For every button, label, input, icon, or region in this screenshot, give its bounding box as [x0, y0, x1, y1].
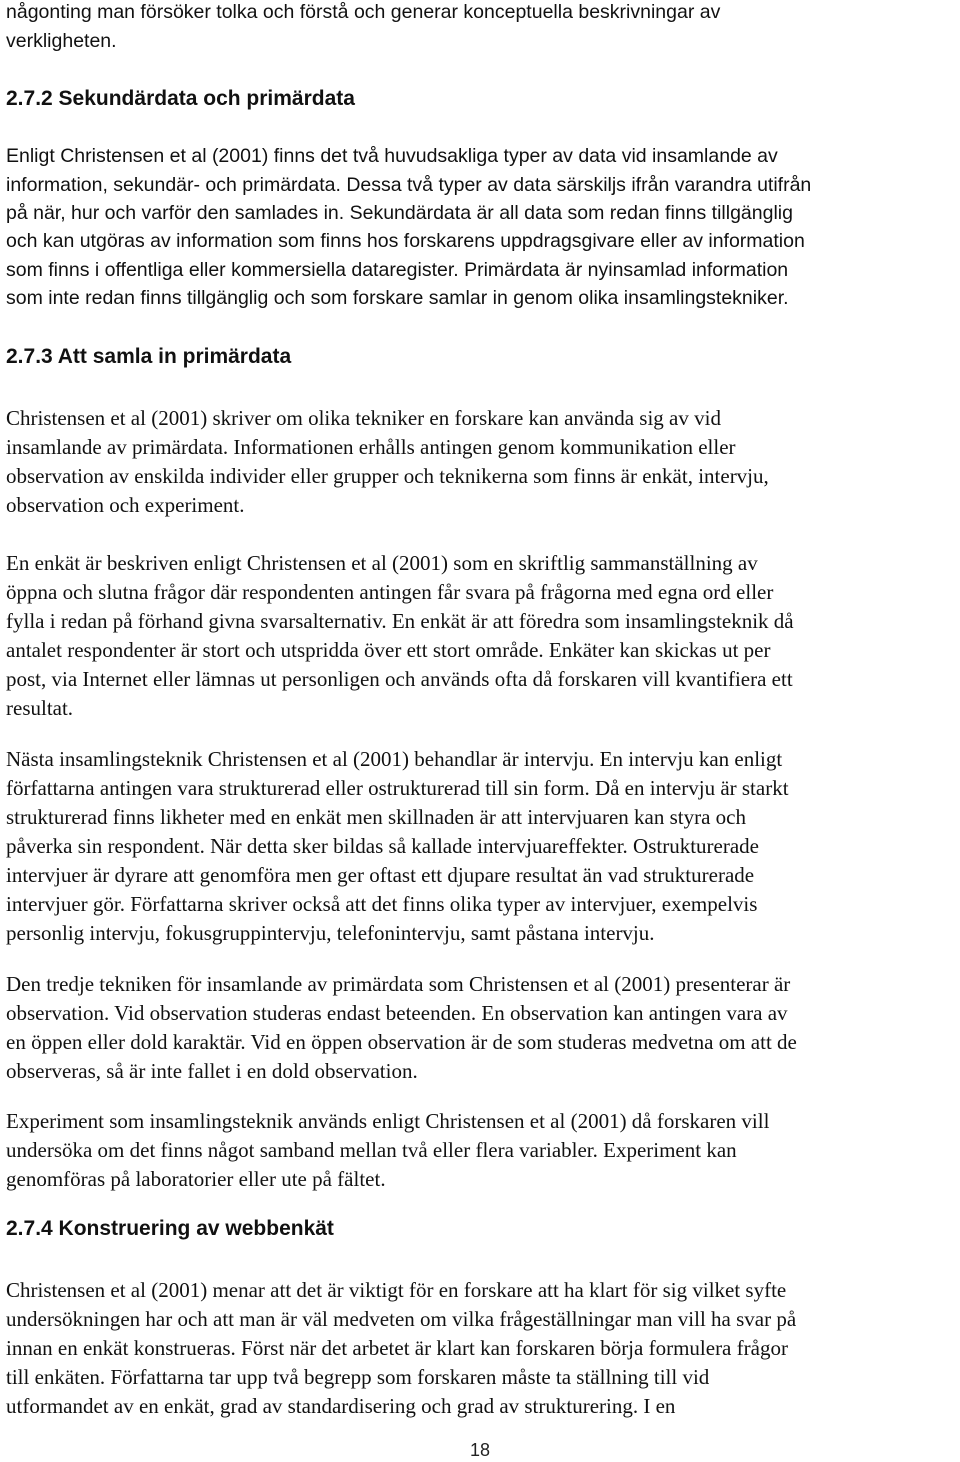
- section-2-7-4-line-5: utformandet av en enkät, grad av standardisering och grad av strukturering. I en: [6, 1394, 676, 1418]
- section-heading-2-7-3: 2.7.3 Att samla in primärdata: [6, 345, 292, 368]
- section-2-7-3-p5-line-1: Experiment som insamlingsteknik används enligt Christensen et al (2001) då forskaren vill: [6, 1109, 770, 1133]
- section-2-7-4-line-1: Christensen et al (2001) menar att det är viktigt för en forskare att ha klart för sig vilket syfte: [6, 1278, 787, 1302]
- section-2-7-3-p2-line-4: antalet respondenter är stort och utspridda över ett stort område. Enkäter kan skickas ut per: [6, 638, 771, 662]
- section-2-7-3-p2-line-3: fylla i redan på förhand givna svarsalternativ. En enkät är att föredra som insamlingsteknik då: [6, 609, 794, 633]
- section-2-7-3-p2-line-5: post, via Internet eller lämnas ut personligen och används ofta då forskaren vill kvantifiera ett: [6, 667, 793, 691]
- page-number: 18: [469, 1440, 491, 1460]
- section-2-7-3-p1-line-2: insamlande av primärdata. Informationen erhålls antingen genom kommunikation eller: [6, 435, 736, 459]
- section-2-7-3-p2-line-6: resultat.: [6, 696, 74, 720]
- section-2-7-2-line-4: och kan utgöras av information som finns hos forskarens uppdragsgivare eller av information: [6, 230, 805, 252]
- intro-line-2: verkligheten.: [6, 30, 117, 52]
- section-2-7-2-line-3: på när, hur och varför den samlades in. Sekundärdata är all data som redan finns tillgänglig: [6, 202, 793, 224]
- section-2-7-2-line-6: som inte redan finns tillgänglig och som forskare samlar in genom olika insamlingstekniker.: [6, 287, 789, 309]
- section-2-7-2-line-2: information, sekundär- och primärdata. Dessa två typer av data särskiljs ifrån varandra utifrån: [6, 174, 812, 196]
- section-2-7-3-p4-line-2: observation. Vid observation studeras endast beteenden. En observation kan antingen vara av: [6, 1001, 788, 1025]
- section-2-7-3-p4-line-3: en öppen eller dold karaktär. Vid en öppen observation är de som studeras medvetna om att de: [6, 1030, 797, 1054]
- section-2-7-4-line-4: till enkäten. Författarna tar upp två begrepp som forskaren måste ta ställning till vid: [6, 1365, 710, 1389]
- section-2-7-3-p3-line-1: Nästa insamlingsteknik Christensen et al (2001) behandlar är intervju. En intervju kan enligt: [6, 747, 783, 771]
- section-2-7-3-p3-line-3: strukturerad finns likheter med en enkät men skillnaden är att intervjuaren kan styra och: [6, 805, 746, 829]
- section-2-7-3-p4-line-1: Den tredje tekniken för insamlande av primärdata som Christensen et al (2001) presenterar är: [6, 972, 791, 996]
- section-2-7-4-line-2: undersökningen har och att man är väl medveten om vilka frågeställningar man vill ha svar på: [6, 1307, 797, 1331]
- section-2-7-3-p3-line-7: personlig intervju, fokusgruppintervju, telefonintervju, samt påstana intervju.: [6, 921, 655, 945]
- section-2-7-3-p5-line-2: undersöka om det finns något samband mellan två eller flera variabler. Experiment kan: [6, 1138, 737, 1162]
- section-2-7-3-p2-line-1: En enkät är beskriven enligt Christensen et al (2001) som en skriftlig sammanställning av: [6, 551, 758, 575]
- section-2-7-2-line-5: som finns i offentliga eller kommersiella dataregister. Primärdata är nyinsamlad information: [6, 259, 789, 281]
- section-heading-2-7-4: 2.7.4 Konstruering av webbenkät: [6, 1217, 334, 1240]
- section-2-7-3-p4-line-4: observeras, så är inte fallet i en dold observation.: [6, 1059, 418, 1083]
- section-2-7-3-p2-line-2: öppna och slutna frågor där respondenten antingen får svara på frågorna med egna ord eller: [6, 580, 774, 604]
- section-heading-2-7-2: 2.7.2 Sekundärdata och primärdata: [6, 87, 355, 110]
- section-2-7-3-p5-line-3: genomföras på laboratorier eller ute på fältet.: [6, 1167, 386, 1191]
- section-2-7-3-p3-line-2: författarna antingen vara strukturerad eller ostrukturerad till sin form. Då en intervju är starkt: [6, 776, 789, 800]
- section-2-7-2-line-1: Enligt Christensen et al (2001) finns det två huvudsakliga typer av data vid insamlande av: [6, 145, 778, 167]
- intro-line-1: någonting man försöker tolka och förstå och generar konceptuella beskrivningar av: [6, 1, 721, 23]
- section-2-7-3-p3-line-5: intervjuer är dyrare att genomföra men ger oftast ett djupare resultat än vad strukturerade: [6, 863, 755, 887]
- section-2-7-3-p3-line-6: intervjuer gör. Författarna skriver också att det finns olika typer av intervjuer, exempelvis: [6, 892, 758, 916]
- section-2-7-3-p1-line-3: observation av enskilda individer eller grupper och teknikerna som finns är enkät, intervju,: [6, 464, 769, 488]
- section-2-7-3-p1-line-1: Christensen et al (2001) skriver om olika tekniker en forskare kan använda sig av vid: [6, 406, 721, 430]
- section-2-7-3-p3-line-4: påverka sin respondent. När detta sker bildas så kallade intervjuareffekter. Ostrukturerade: [6, 834, 759, 858]
- section-2-7-4-line-3: innan en enkät konstrueras. Först när det arbetet är klart kan forskaren börja formulera frågor: [6, 1336, 788, 1360]
- section-2-7-3-p1-line-4: observation och experiment.: [6, 493, 245, 517]
